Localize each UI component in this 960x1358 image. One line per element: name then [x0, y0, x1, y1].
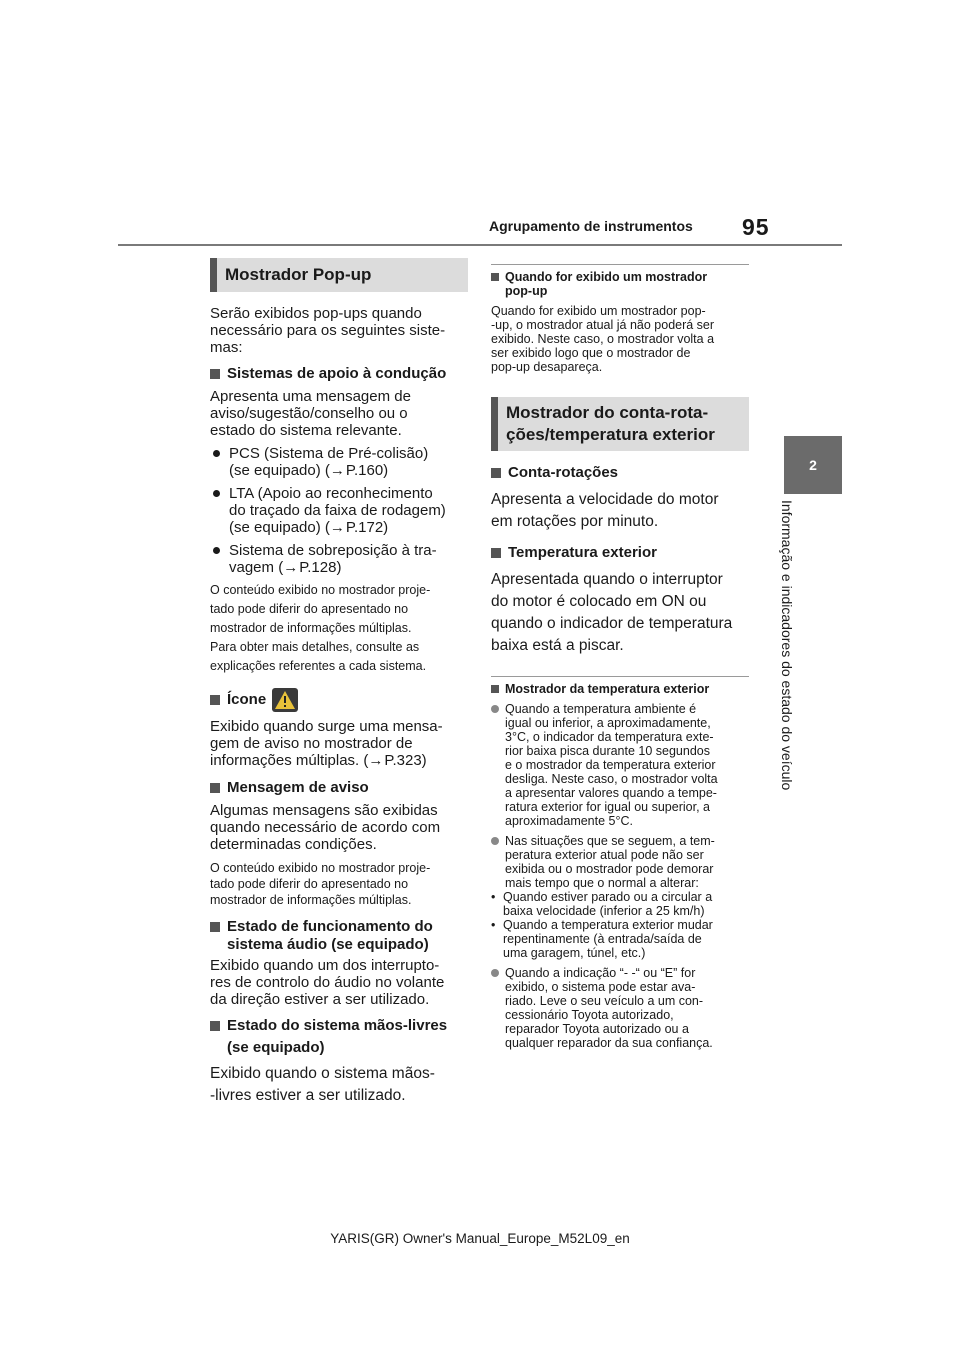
text-fragment: ) [383, 462, 389, 479]
subheading-driving-support [210, 365, 468, 383]
text-line: res de controlo do áudio no volante [210, 974, 445, 991]
text-line: ser exibido logo que o mostrador de [491, 346, 691, 360]
square-bullet-icon [491, 548, 501, 558]
text-line: qualquer reparador da sua confiança. [505, 1036, 713, 1050]
text-line: exibido, o sistema pode estar ava- [505, 980, 696, 994]
bullet-dot-icon [213, 547, 220, 554]
right-column [491, 264, 749, 1050]
text-fragment: ) [383, 519, 389, 536]
header-rule [118, 244, 842, 246]
section-title-popup: Mostrador Pop-up [210, 258, 468, 292]
text-line: exibida ou o mostrador pode demorar [505, 862, 714, 876]
text-fragment: (se equipado) ( [229, 519, 330, 536]
running-head: Agrupamento de instrumentos [489, 218, 693, 234]
text-fragment: ) [336, 559, 342, 576]
subheading-text: Conta-rotações [508, 464, 619, 481]
page-reference-link[interactable]: P.128 [299, 559, 337, 576]
text-line: pop-up desapareça. [491, 360, 603, 374]
text-line: Serão exibidos pop-ups quando [210, 305, 422, 322]
text-line: Apresentada quando o interruptor [491, 571, 723, 588]
warning-message-note [210, 860, 468, 908]
text-line: Quando for exibido um mostrador pop- [491, 304, 706, 318]
bullet-dot-icon [213, 490, 220, 497]
text-line: uma garagem, túnel, etc.) [503, 946, 646, 960]
text-line: Exibido quando um dos interrupto- [210, 957, 440, 974]
section-title-text: Mostrador do conta-rota- [506, 403, 709, 422]
square-bullet-icon [210, 922, 220, 932]
text-fragment: ) [421, 752, 427, 769]
text-line: Exibido quando surge uma mensa- [210, 718, 443, 735]
dash-bullet-icon: • [491, 890, 496, 904]
text-line: do motor é colocado em ON ou [491, 593, 707, 610]
text-line: Apresenta a velocidade do motor [491, 491, 719, 508]
list-item-overlay [210, 542, 468, 576]
text-line: aviso/sugestão/conselho ou o [210, 405, 408, 422]
text-line: Exibido quando o sistema mãos- [210, 1065, 435, 1082]
chapter-tab [784, 436, 842, 494]
text-line: Apresenta uma mensagem de [210, 388, 411, 405]
outside-temp-text [491, 569, 749, 657]
text-line: e o mostrador da temperatura exterior [505, 758, 716, 772]
text-line: riado. Leve o seu veículo a um con- [505, 994, 704, 1008]
text-fragment: informações múltiplas. ( [210, 752, 369, 769]
dash-list-item [491, 890, 749, 918]
chapter-title-vertical [779, 500, 823, 840]
subheading-text: sistema áudio (se equipado) [227, 936, 429, 953]
text-line: a apresentar valores quando a tempe- [505, 786, 717, 800]
square-bullet-icon [491, 468, 501, 478]
bullet-dot-icon [213, 450, 220, 457]
text-line: mostrador de informações múltiplas. [210, 621, 412, 635]
page-reference-link[interactable]: P.160 [345, 462, 384, 479]
bullet-dot-icon [491, 969, 499, 977]
note-heading-temp-display [491, 682, 749, 696]
text-line: quando necessário de acordo com [210, 819, 441, 836]
bullet-dot-icon [491, 837, 499, 845]
text-line: Para obter mais detalhes, consulte as [210, 640, 420, 654]
subheading-text: Temperatura exterior [508, 544, 657, 561]
text-line: tado pode diferir do apresentado no [210, 602, 409, 616]
note-heading-popup [491, 270, 749, 298]
text-line: 3°C, o indicador da temperatura exte- [505, 730, 714, 744]
subheading-text: Sistemas de apoio à condução [227, 365, 447, 382]
text-line: exibido. Neste caso, o mostrador volta a [491, 332, 715, 346]
text-line: determinadas condições. [210, 836, 377, 853]
driving-support-note [210, 581, 468, 676]
text-line: reparador Toyota autorizado ou a [505, 1022, 689, 1036]
text-line: cessionário Toyota autorizado, [505, 1008, 674, 1022]
text-line [229, 559, 437, 576]
square-bullet-icon [210, 783, 220, 793]
text-line: baixa velocidade (inferior a 25 km/h) [503, 904, 705, 918]
text-line: necessário para os seguintes siste- [210, 322, 446, 339]
text-line: -up, o mostrador atual já não poderá ser [491, 318, 715, 332]
text-line: rior baixa pisca durante 10 segundos [505, 744, 710, 758]
text-line: LTA (Apoio ao reconhecimento [229, 485, 433, 502]
arrow-icon: → [368, 752, 384, 769]
driving-support-text [210, 388, 468, 439]
text-line [229, 519, 446, 536]
text-line [229, 462, 428, 479]
dash-bullet-icon: • [491, 918, 496, 932]
note-bullet [491, 702, 749, 828]
note-heading-text: Mostrador da temperatura exterior [505, 682, 710, 696]
subheading-text: Ícone [227, 691, 267, 708]
section-title-text: ções/temperatura exterior [506, 425, 715, 444]
text-line: ratura exterior for igual ou superior, a [505, 800, 710, 814]
text-line: em rotações por minuto. [491, 513, 659, 530]
page-reference-link[interactable]: P.323 [384, 752, 422, 769]
text-line: repentinamente (à entrada/saída de [503, 932, 702, 946]
page-reference-link[interactable]: P.172 [345, 519, 384, 536]
text-line: aproximadamente 5°C. [505, 814, 633, 828]
bullet-dot-icon [491, 705, 499, 713]
subheading-text: Estado do sistema mãos-livres [227, 1017, 448, 1034]
text-line: igual ou inferior, a aproximadamente, [505, 716, 711, 730]
warning-triangle-icon [272, 688, 298, 712]
note-bullet [491, 834, 749, 890]
note-separator [491, 264, 749, 265]
note-bullet [491, 966, 749, 1050]
text-line: baixa está a piscar. [491, 637, 624, 654]
subheading-warning-message [210, 779, 468, 797]
square-bullet-icon [210, 369, 220, 379]
intro-paragraph [210, 305, 468, 356]
text-line: Quando estiver parado ou a circular a [503, 890, 713, 904]
subheading-text: Estado de funcionamento do [227, 918, 433, 935]
subheading-text: Mensagem de aviso [227, 779, 369, 796]
arrow-icon: → [329, 462, 345, 479]
tachometer-text [491, 489, 749, 533]
list-item-pcs [210, 445, 468, 479]
square-bullet-icon [210, 1021, 220, 1031]
text-line: Algumas mensagens são exibidas [210, 802, 438, 819]
icon-section-text [210, 718, 468, 769]
popup-note-text [491, 304, 749, 374]
subheading-audio [210, 918, 468, 954]
note-heading-text: pop-up [505, 284, 548, 298]
subheading-icon [210, 688, 468, 712]
text-line: gem de aviso no mostrador de [210, 735, 413, 752]
subheading-outside-temp [491, 544, 749, 562]
chapter-number: 2 [809, 457, 817, 473]
text-line: O conteúdo exibido no mostrador proje- [210, 861, 431, 875]
subheading-text: (se equipado) [227, 1039, 325, 1056]
text-line: desliga. Neste caso, o mostrador volta [505, 772, 718, 786]
square-bullet-icon [491, 273, 499, 281]
footer-manual-id: YARIS(GR) Owner's Manual_Europe_M52L09_en [330, 1231, 630, 1246]
text-line: do traçado da faixa de rodagem) [229, 502, 446, 519]
text-line: estado do sistema relevante. [210, 422, 402, 439]
text-line: tado pode diferir do apresentado no [210, 877, 409, 891]
text-line [210, 752, 468, 769]
handsfree-text [210, 1063, 468, 1107]
text-fragment: vagem ( [229, 559, 284, 576]
chapter-title: Informação e indicadores do estado do veículo [779, 500, 795, 791]
text-line: Sistema de sobreposição à tra- [229, 542, 437, 559]
text-line: mais tempo que o normal a alterar: [505, 876, 699, 890]
text-line: mostrador de informações múltiplas. [210, 893, 412, 907]
page-number: 95 [742, 214, 770, 240]
text-line: -livres estiver a ser utilizado. [210, 1087, 406, 1104]
warning-message-text [210, 802, 468, 853]
audio-text [210, 957, 468, 1008]
arrow-icon: → [329, 519, 345, 536]
square-bullet-icon [491, 685, 499, 693]
text-line: Quando a temperatura exterior mudar [503, 918, 713, 932]
note-heading-text: Quando for exibido um mostrador [505, 270, 708, 284]
text-line: Quando a indicação “- -“ ou “E” for [505, 966, 696, 980]
left-column [210, 258, 468, 1107]
list-item-lta [210, 485, 468, 536]
subheading-tachometer [491, 464, 749, 482]
text-fragment: (se equipado) ( [229, 462, 330, 479]
dash-list-item [491, 918, 749, 960]
text-line: O conteúdo exibido no mostrador proje- [210, 583, 431, 597]
text-line: da direção estiver a ser utilizado. [210, 991, 430, 1008]
text-line: Quando a temperatura ambiente é [505, 702, 697, 716]
square-bullet-icon [210, 695, 220, 705]
arrow-icon: → [283, 559, 299, 576]
text-line: mas: [210, 339, 243, 356]
text-line: peratura exterior atual pode não ser [505, 848, 704, 862]
text-line: explicações referentes a cada sistema. [210, 659, 427, 673]
note-separator [491, 676, 749, 677]
section-title-tachometer-temp [491, 397, 749, 451]
subheading-handsfree [210, 1017, 468, 1057]
text-line: quando o indicador de temperatura [491, 615, 733, 632]
text-line: Nas situações que se seguem, a tem- [505, 834, 715, 848]
text-line: PCS (Sistema de Pré-colisão) [229, 445, 429, 462]
